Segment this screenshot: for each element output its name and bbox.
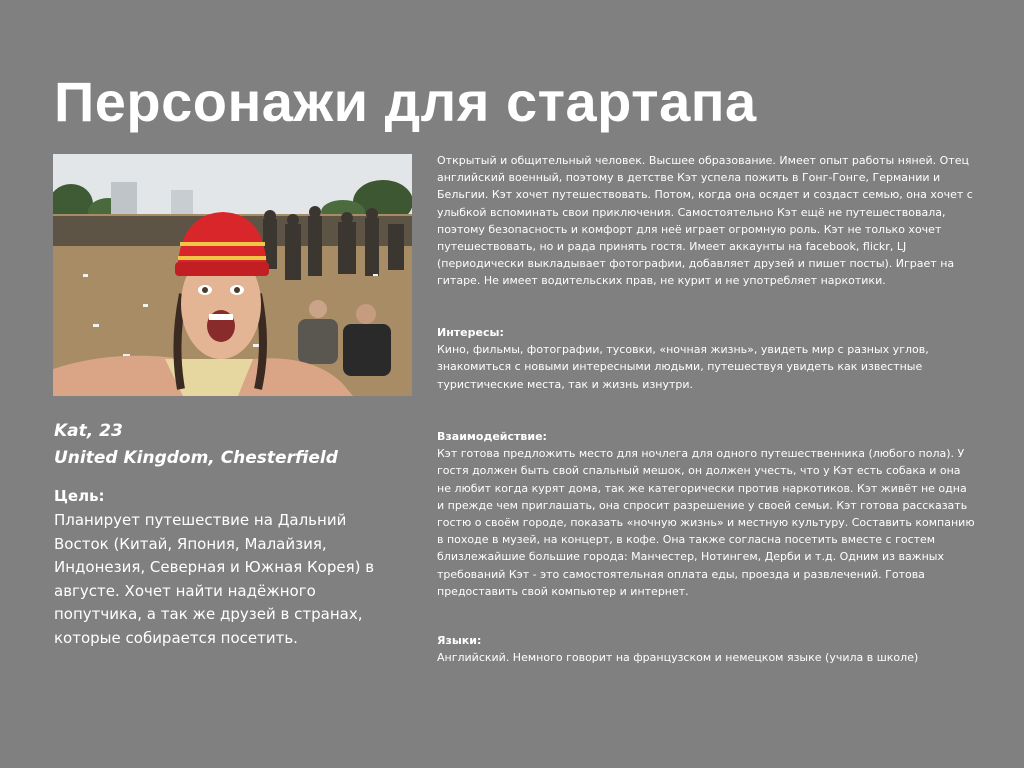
interests-text: Кино, фильмы, фотографии, тусовки, «ночная жизнь», увидеть мир с разных углов, знакомиться с новыми интересными людьми, путешествуя увидеть как известные туристические места, так и жизнь изнутри. <box>437 343 929 391</box>
bio-text: Открытый и общительный человек. Высшее образование. Имеет опыт работы няней. Отец английский военный, поэтому в детстве Кэт успела пожить в Гонг-Гонге, Германии и Бельгии. Кэт хочет путешествовать. Потом, когда она осядет и создаст семью, она хочет с улыбкой вспоминать свои приключения. Самостоятельно Кэт ещё не путешествовала, поэтому безопасность и комфорт для неё играет огромную роль. Кэт не только хочет путешествовать, но и рада принять гостя. Имеет аккаунты на facebook, flickr, LJ (периодически выкладывает фотографии, добавляет друзей и пишет посты). Играет на гитаре. Не имеет водительских прав, не курит и не употребляет наркотики. <box>437 154 973 288</box>
interests-heading: Интересы: <box>437 326 504 339</box>
interests-section <box>437 324 977 393</box>
persona-photo <box>53 154 412 396</box>
interaction-section <box>437 428 977 600</box>
slide-title: Персонажи для стартапа <box>54 70 757 133</box>
goal-heading: Цель: <box>54 487 105 505</box>
goal-text: Планирует путешествие на Дальний Восток (Китай, Япония, Малайзия, Индонезия, Северная и Южная Корея) в августе. Хочет найти надёжного попутчика, а так же друзей в странах, которые собирается посетить. <box>54 511 375 647</box>
interaction-heading: Взаимодействие: <box>437 430 547 443</box>
persona-location: United Kingdom, Chesterfield <box>54 448 338 468</box>
interaction-text: Кэт готова предложить место для ночлега для одного путешественника (любого пола). У гостя должен быть свой спальный мешок, он должен учесть, что у Кэт есть собака и она не любит когда курят дома, так же категорически против наркотиков. Кэт живёт не одна и прежде чем приглашать, она спросит разрешение у своей семьи. Кэт готова рассказать гостю о своём городе, показать «ночную жизнь» и местную культуру. Составить компанию в походе в музей, на концерт, в кофе. Она также согласна посетить вместе с гостем близлежайшие большие города: Манчестер, Нотингем, Дерби и т.д. Одним из важных требований Кэт - это самостоятельная оплата еды, проезда и развлечений. Готова предоставить свой компьютер и интернет. <box>437 447 975 598</box>
languages-heading: Языки: <box>437 634 482 647</box>
persona-info <box>54 418 404 472</box>
persona-photo-illustration <box>53 154 412 396</box>
languages-text: Английский. Немного говорит на французском и немецком языке (учила в школе) <box>437 651 919 665</box>
bio-section <box>437 152 977 290</box>
languages-section <box>437 632 977 666</box>
persona-name-age: Kat, 23 <box>54 421 123 441</box>
